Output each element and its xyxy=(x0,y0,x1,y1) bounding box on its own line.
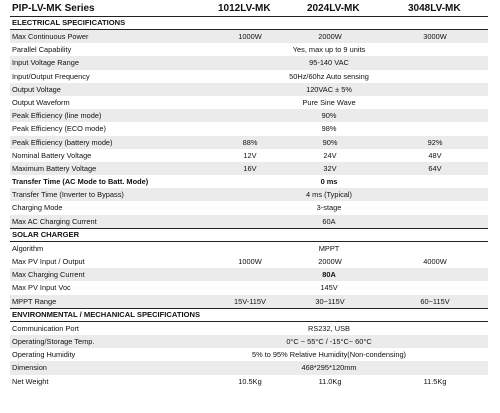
spec-row xyxy=(10,149,488,162)
spec-label: Dimension xyxy=(12,363,47,373)
spec-label: Charging Mode xyxy=(12,203,63,213)
spec-row xyxy=(10,109,488,122)
spec-value: 468*295*120mm xyxy=(301,363,357,373)
spec-row xyxy=(10,83,488,96)
spec-row xyxy=(10,122,488,135)
spec-label: Max Continuous Power xyxy=(12,32,89,41)
spec-value-1: 12V xyxy=(243,150,257,160)
section-title: ELECTRICAL SPECIFICATIONS xyxy=(12,18,126,27)
spec-table xyxy=(10,16,488,388)
spec-label: Max PV Input / Output xyxy=(12,257,85,266)
spec-value-3: 3000W xyxy=(423,32,447,41)
spec-value: 98% xyxy=(321,124,337,134)
spec-row xyxy=(10,96,488,109)
spec-value-3: 64V xyxy=(428,163,442,173)
section-title: ENVIRONMENTAL / MECHANICAL SPECIFICATIONS xyxy=(12,309,201,319)
spec-row xyxy=(10,201,488,214)
spec-value-3: 60~115V xyxy=(420,296,450,306)
section-header xyxy=(10,16,488,30)
section-header xyxy=(10,308,488,322)
spec-label: Maximum Battery Voltage xyxy=(12,163,97,173)
spec-value: 80A xyxy=(322,270,336,280)
spec-label: Max PV Input Voc xyxy=(12,283,71,293)
spec-row xyxy=(10,375,488,388)
spec-label: Max Charging Current xyxy=(12,270,85,280)
spec-label: Operating Humidity xyxy=(12,350,76,360)
spec-value-1: 10.5Kg xyxy=(238,376,262,386)
spec-label: Transfer Time (AC Mode to Batt. Mode) xyxy=(12,177,149,187)
spec-value: 0°C ~ 55°C / -15°C~ 60°C xyxy=(286,336,372,346)
spec-value-2: 90% xyxy=(322,137,338,147)
spec-label: Peak Efficiency (ECO mode) xyxy=(12,124,106,134)
spec-label: MPPT Range xyxy=(12,296,57,306)
spec-value-2: 2000W xyxy=(318,257,342,266)
spec-value: 0 ms xyxy=(320,177,338,187)
model-header-3: 3048LV-MK xyxy=(408,3,461,14)
spec-label: Output Voltage xyxy=(12,84,61,94)
spec-value-3: 48V xyxy=(428,150,442,160)
spec-row xyxy=(10,335,488,348)
spec-label: Input/Output Frequency xyxy=(12,71,90,81)
spec-row xyxy=(10,322,488,335)
spec-row xyxy=(10,361,488,374)
spec-value-1: 1000W xyxy=(238,257,262,266)
spec-value: 95-140 VAC xyxy=(309,58,349,68)
spec-label: Nominal Battery Voltage xyxy=(12,150,92,160)
spec-value: RS232, USB xyxy=(308,323,350,333)
spec-value: Yes, max up to 9 units xyxy=(292,45,366,55)
spec-value: 145V xyxy=(320,283,338,293)
spec-value-3: 92% xyxy=(427,137,443,147)
section-header xyxy=(10,228,488,242)
spec-value-2: 30~115V xyxy=(315,296,345,306)
spec-row xyxy=(10,30,488,43)
series-title: PIP-LV-MK Series xyxy=(12,3,95,14)
spec-label: Output Waveform xyxy=(12,97,70,107)
spec-row xyxy=(10,175,488,188)
spec-value: 90% xyxy=(321,111,337,121)
model-header-1: 1012LV-MK xyxy=(218,3,271,14)
spec-row xyxy=(10,255,488,268)
spec-value: 4 ms (Typical) xyxy=(306,190,352,200)
spec-value: 5% to 95% Relative Humidity(Non-condensing) xyxy=(251,350,407,360)
spec-label: Max AC Charging Current xyxy=(12,216,97,226)
spec-row xyxy=(10,56,488,69)
spec-row xyxy=(10,348,488,361)
spec-value-1: 15V-115V xyxy=(234,296,266,306)
spec-label: Input Voltage Range xyxy=(12,58,79,68)
spec-label: Parallel Capability xyxy=(12,45,72,55)
spec-value: 120VAC ± 5% xyxy=(306,84,352,94)
spec-label: Net Weight xyxy=(12,376,49,386)
spec-value: 60A xyxy=(322,216,336,226)
spec-row xyxy=(10,188,488,201)
spec-row xyxy=(10,70,488,83)
spec-value-2: 11.0Kg xyxy=(318,376,342,386)
spec-value-1: 16V xyxy=(243,163,257,173)
spec-label: Transfer Time (Inverter to Bypass) xyxy=(12,190,124,200)
spec-value: 50Hz/60hz Auto sensing xyxy=(289,71,369,81)
spec-value: 3-stage xyxy=(316,203,342,213)
spec-value-3: 11.5Kg xyxy=(423,376,447,386)
spec-row xyxy=(10,295,488,308)
spec-label: Peak Efficiency (battery mode) xyxy=(12,137,113,147)
spec-value-2: 24V xyxy=(323,150,337,160)
spec-value-1: 88% xyxy=(242,137,258,147)
spec-value-2: 32V xyxy=(323,163,337,173)
spec-label: Communication Port xyxy=(12,323,79,333)
spec-label: Operating/Storage Temp. xyxy=(12,336,95,346)
spec-row xyxy=(10,162,488,175)
spec-row xyxy=(10,215,488,228)
spec-row xyxy=(10,242,488,255)
spec-row xyxy=(10,43,488,56)
spec-value-2: 2000W xyxy=(318,32,342,41)
spec-row xyxy=(10,268,488,281)
section-title: SOLAR CHARGER xyxy=(12,229,80,239)
spec-label: Algorithm xyxy=(12,243,44,253)
model-header-2: 2024LV-MK xyxy=(307,3,360,14)
spec-row xyxy=(10,281,488,294)
spec-value: Pure Sine Wave xyxy=(302,97,356,107)
header-bar xyxy=(10,0,488,16)
spec-value-1: 1000W xyxy=(238,32,262,41)
spec-value-3: 4000W xyxy=(423,257,447,266)
spec-value: MPPT xyxy=(318,243,340,253)
spec-label: Peak Efficiency (line mode) xyxy=(12,111,102,121)
spec-row xyxy=(10,136,488,149)
